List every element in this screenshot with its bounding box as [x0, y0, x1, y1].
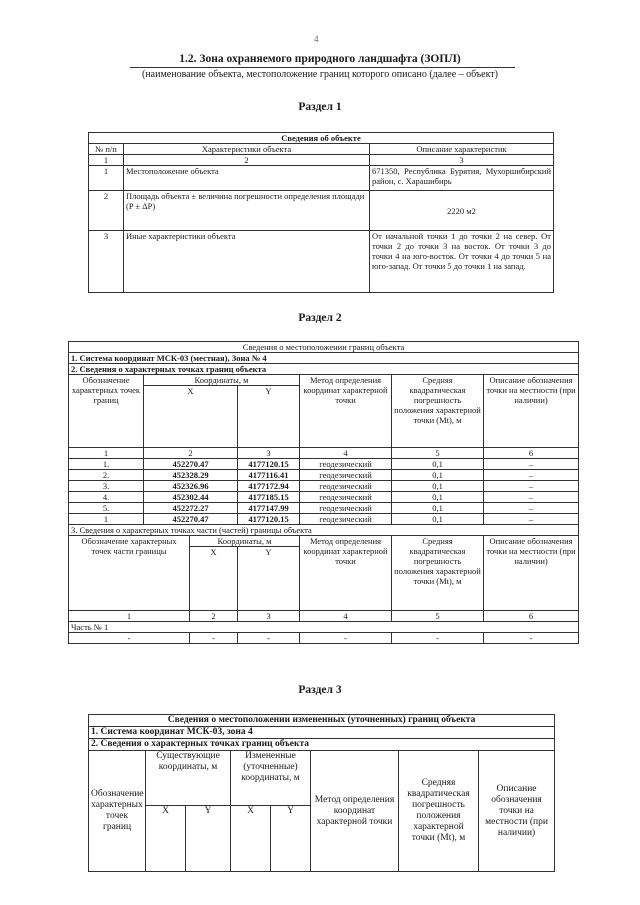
- col-header-changed-x: X: [231, 806, 271, 872]
- empty-cell: -: [69, 633, 190, 644]
- table-row: [69, 633, 579, 644]
- empty-cell: -: [484, 633, 579, 644]
- table-row: [89, 191, 554, 231]
- col-header-char: Характеристики объекта: [124, 144, 370, 155]
- row-description: От начальной точки 1 до точки 2 на север. От точки 2 до точки 3 на восток. От точки 3 до точки 4 на юго-восток. От точки 4 до точки 5 на юго-запад. От точки 5 до точки 1 на запад.: [370, 231, 554, 293]
- point-x: 452270.47: [144, 459, 238, 470]
- point-label: 3.: [69, 481, 144, 492]
- section3-heading: Раздел 3: [298, 684, 342, 696]
- point-desc: –: [484, 492, 579, 503]
- section2-heading: Раздел 2: [298, 312, 342, 324]
- empty-cell: -: [238, 633, 300, 644]
- table-row: [69, 459, 579, 470]
- col-index: 6: [484, 611, 579, 622]
- row-number: 3: [89, 231, 124, 293]
- page-subtitle: (наименование объекта, местоположение границ которого описано (далее – объект): [141, 69, 499, 80]
- col-header-error: Средняя квадратическая погрешность положения характерной точки (Mt), м: [399, 751, 479, 872]
- col-header-desc: Описание характеристик: [370, 144, 554, 155]
- col-index: 5: [392, 611, 484, 622]
- row-characteristic: Площадь объекта ± величина погрешности определения площади (P ± ΔP): [124, 191, 370, 231]
- row-characteristic: Иные характеристики объекта: [124, 231, 370, 293]
- changed-boundary-table: [88, 714, 555, 872]
- point-label: 1: [69, 514, 144, 525]
- point-x: 452302.44: [144, 492, 238, 503]
- boundary-location-table: [68, 341, 579, 644]
- row-description: 2220 м2: [370, 191, 554, 231]
- point-y: 4177147.99: [238, 503, 300, 514]
- col-header-x: X: [144, 386, 238, 448]
- col-index: 2: [144, 448, 238, 459]
- point-y: 4177116.41: [238, 470, 300, 481]
- point-error: 0,1: [392, 481, 484, 492]
- col-index: 3: [238, 611, 300, 622]
- row-number: 1: [89, 166, 124, 191]
- col-header-part-y: Y: [238, 547, 300, 611]
- col-index: 2: [124, 155, 370, 166]
- col-index: 4: [300, 448, 392, 459]
- col-header-point: Обозначение характерных точек границ: [69, 375, 144, 448]
- point-desc: –: [484, 459, 579, 470]
- point-label: 5.: [69, 503, 144, 514]
- point-method: геодезический: [300, 459, 392, 470]
- point-method: геодезический: [300, 492, 392, 503]
- col-header-changed: Измененные (уточненные) координаты, м: [231, 751, 311, 806]
- coordinate-system: 1. Система координат МСК-03, зона 4: [89, 727, 555, 739]
- col-index: 3: [370, 155, 554, 166]
- table-row: [89, 166, 554, 191]
- col-header-existing: Существующие координаты, м: [146, 751, 231, 806]
- point-x: 452272.27: [144, 503, 238, 514]
- col-header-coords: Координаты, м: [144, 375, 300, 386]
- point-desc: –: [484, 514, 579, 525]
- table-row: [69, 514, 579, 525]
- point-y: 4177172.94: [238, 481, 300, 492]
- empty-cell: -: [300, 633, 392, 644]
- col-header-existing-y: Y: [186, 806, 231, 872]
- row-description: 671350, Республика Бурятия, Мухоршибирский район, с. Харашибирь: [370, 166, 554, 191]
- page-number: 4: [314, 34, 319, 44]
- point-desc: –: [484, 481, 579, 492]
- point-method: геодезический: [300, 481, 392, 492]
- table-row: [69, 481, 579, 492]
- col-header-method: Метод определения координат характерной точки: [300, 375, 392, 448]
- col-index: 2: [190, 611, 238, 622]
- table-row: [69, 470, 579, 481]
- part-points-subheading: 3. Сведения о характерных точках части (частей) границы объекта: [69, 525, 579, 536]
- point-y: 4177120.15: [238, 459, 300, 470]
- col-index: 6: [484, 448, 579, 459]
- col-index: 4: [300, 611, 392, 622]
- point-x: 452328.29: [144, 470, 238, 481]
- point-error: 0,1: [392, 514, 484, 525]
- table-title: Сведения о местоположении измененных (уточненных) границ объекта: [89, 715, 555, 727]
- empty-cell: -: [190, 633, 238, 644]
- part-label: Часть № 1: [69, 622, 579, 633]
- point-label: 1.: [69, 459, 144, 470]
- point-method: геодезический: [300, 514, 392, 525]
- col-header-error: Средняя квадратическая погрешность положения характерной точки (Mt), м: [392, 375, 484, 448]
- table-row: [69, 492, 579, 503]
- col-header-desc: Описание обозначения точки на местности (при наличии): [479, 751, 555, 872]
- col-header-part-method: Метод определения координат характерной точки: [300, 536, 392, 611]
- section1-heading: Раздел 1: [298, 101, 342, 113]
- col-header-num: № п/п: [89, 144, 124, 155]
- point-method: геодезический: [300, 503, 392, 514]
- col-header-part-error: Средняя квадратическая погрешность положения характерной точки (Mt), м: [392, 536, 484, 611]
- point-error: 0,1: [392, 459, 484, 470]
- col-header-part-x: X: [190, 547, 238, 611]
- col-header-desc: Описание обозначения точки на местности (при наличии): [484, 375, 579, 448]
- table-title: Сведения об объекте: [89, 133, 554, 144]
- point-x: 452326.96: [144, 481, 238, 492]
- point-method: геодезический: [300, 470, 392, 481]
- col-header-y: Y: [238, 386, 300, 448]
- point-y: 4177185.15: [238, 492, 300, 503]
- point-error: 0,1: [392, 503, 484, 514]
- table-row: [69, 503, 579, 514]
- points-subheading: 2. Сведения о характерных точках границ объекта: [69, 364, 579, 375]
- page-title: 1.2. Зона охраняемого природного ландшафта (ЗОПЛ): [179, 53, 461, 65]
- row-characteristic: Местоположение объекта: [124, 166, 370, 191]
- col-header-changed-y: Y: [271, 806, 311, 872]
- object-info-table: [88, 132, 554, 293]
- col-header-method: Метод определения координат характерной точки: [311, 751, 399, 872]
- point-label: 2.: [69, 470, 144, 481]
- point-label: 4.: [69, 492, 144, 503]
- col-index: 3: [238, 448, 300, 459]
- empty-cell: -: [392, 633, 484, 644]
- point-desc: –: [484, 503, 579, 514]
- table-title: Сведения о местоположении границ объекта: [69, 342, 579, 353]
- points-subheading: 2. Сведения о характерных точках границ объекта: [89, 739, 555, 751]
- col-header-part-desc: Описание обозначения точки на местности (при наличии): [484, 536, 579, 611]
- col-index: 1: [69, 611, 190, 622]
- col-index: 1: [69, 448, 144, 459]
- col-index: 1: [89, 155, 124, 166]
- point-desc: –: [484, 470, 579, 481]
- col-header-part-coords: Координаты, м: [190, 536, 300, 547]
- col-header-part-point: Обозначение характерных точек части границы: [69, 536, 190, 611]
- col-header-point: Обозначение характерных точек границ: [89, 751, 146, 872]
- coordinate-system: 1. Система координат МСК-03 (местная), Зона № 4: [69, 353, 579, 364]
- row-number: 2: [89, 191, 124, 231]
- table-row: [89, 231, 554, 293]
- point-y: 4177120.15: [238, 514, 300, 525]
- point-error: 0,1: [392, 492, 484, 503]
- point-error: 0,1: [392, 470, 484, 481]
- title-underline: [130, 67, 515, 68]
- col-header-existing-x: X: [146, 806, 186, 872]
- point-x: 452270.47: [144, 514, 238, 525]
- col-index: 5: [392, 448, 484, 459]
